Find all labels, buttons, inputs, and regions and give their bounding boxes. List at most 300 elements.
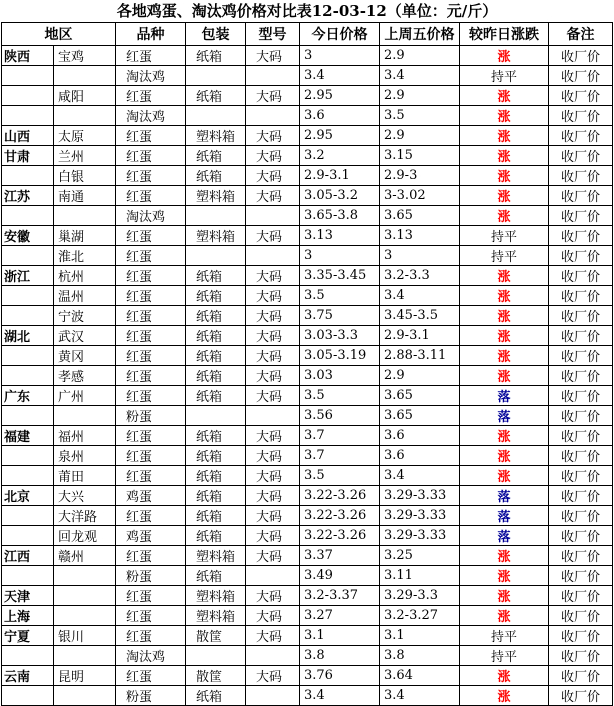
change-cell (460, 306, 549, 326)
change-cell (460, 406, 549, 426)
kind-cell: 红蛋 (116, 606, 186, 626)
province-cell (2, 206, 54, 226)
kind-cell: 红蛋 (116, 146, 186, 166)
size-cell (246, 646, 300, 666)
note-cell: 收厂价 (549, 146, 613, 166)
price-table (1, 22, 613, 706)
today-price-cell: 3.22-3.26 (300, 486, 380, 506)
pack-cell: 塑料箱 (186, 546, 246, 566)
change-indicator: 涨 (497, 190, 511, 205)
note-cell: 收厂价 (549, 306, 613, 326)
last-friday-price-cell: 2.9-3.1 (380, 326, 460, 346)
last-friday-price-cell: 3.6 (380, 446, 460, 466)
change-indicator: 涨 (497, 170, 511, 185)
today-price-cell: 3.05-3.2 (300, 186, 380, 206)
city-cell: 银川 (54, 626, 116, 646)
change-indicator: 持平 (490, 650, 517, 665)
last-friday-price-cell: 2.9 (380, 126, 460, 146)
note-cell: 收厂价 (549, 566, 613, 586)
province-cell: 江苏 (2, 186, 54, 206)
table-row (2, 326, 613, 346)
note-cell: 收厂价 (549, 86, 613, 106)
city-cell: 温州 (54, 286, 116, 306)
size-cell: 大码 (246, 506, 300, 526)
kind-cell: 红蛋 (116, 46, 186, 66)
pack-cell: 纸箱 (186, 326, 246, 346)
change-cell (460, 146, 549, 166)
pack-cell: 塑料箱 (186, 586, 246, 606)
last-friday-price-cell: 3.5 (380, 106, 460, 126)
last-friday-price-cell: 2.9-3 (380, 166, 460, 186)
change-cell (460, 126, 549, 146)
city-cell (54, 206, 116, 226)
kind-cell: 红蛋 (116, 86, 186, 106)
table-row (2, 366, 613, 386)
note-cell: 收厂价 (549, 326, 613, 346)
kind-cell: 鸡蛋 (116, 486, 186, 506)
change-cell (460, 666, 549, 686)
note-cell: 收厂价 (549, 126, 613, 146)
pack-cell: 纸箱 (186, 486, 246, 506)
change-cell (460, 546, 549, 566)
last-friday-price-cell: 3.6 (380, 426, 460, 446)
note-cell: 收厂价 (549, 66, 613, 86)
table-row (2, 566, 613, 586)
city-cell: 莆田 (54, 466, 116, 486)
kind-cell: 红蛋 (116, 446, 186, 466)
today-price-cell: 2.9-3.1 (300, 166, 380, 186)
change-cell (460, 646, 549, 666)
table-row (2, 186, 613, 206)
kind-cell: 红蛋 (116, 166, 186, 186)
note-cell: 收厂价 (549, 426, 613, 446)
size-cell (246, 246, 300, 266)
today-price-cell: 3.7 (300, 446, 380, 466)
note-cell: 收厂价 (549, 366, 613, 386)
province-cell (2, 346, 54, 366)
today-price-cell: 3 (300, 46, 380, 66)
city-cell: 太原 (54, 126, 116, 146)
note-cell: 收厂价 (549, 206, 613, 226)
pack-cell (186, 246, 246, 266)
pack-cell: 纸箱 (186, 366, 246, 386)
province-cell: 天津 (2, 586, 54, 606)
change-indicator: 落 (497, 530, 511, 545)
province-cell (2, 366, 54, 386)
pack-cell: 纸箱 (186, 46, 246, 66)
change-cell (460, 66, 549, 86)
kind-cell: 粉蛋 (116, 566, 186, 586)
table-row (2, 346, 613, 366)
province-cell: 湖北 (2, 326, 54, 346)
size-cell: 大码 (246, 346, 300, 366)
kind-cell: 红蛋 (116, 226, 186, 246)
today-price-cell: 3.76 (300, 666, 380, 686)
city-cell (54, 646, 116, 666)
today-price-cell: 3.4 (300, 686, 380, 706)
last-friday-price-cell: 3.2-3.27 (380, 606, 460, 626)
kind-cell: 红蛋 (116, 186, 186, 206)
table-row (2, 386, 613, 406)
kind-cell: 红蛋 (116, 346, 186, 366)
province-cell (2, 86, 54, 106)
size-cell: 大码 (246, 286, 300, 306)
table-row (2, 46, 613, 66)
province-cell: 山西 (2, 126, 54, 146)
today-price-cell: 3.5 (300, 286, 380, 306)
table-row (2, 446, 613, 466)
size-cell: 大码 (246, 186, 300, 206)
table-row (2, 466, 613, 486)
province-cell: 江西 (2, 546, 54, 566)
last-friday-price-cell: 2.9 (380, 366, 460, 386)
change-indicator: 涨 (497, 150, 511, 165)
table-row (2, 206, 613, 226)
last-friday-price-cell: 3.8 (380, 646, 460, 666)
pack-cell: 纸箱 (186, 266, 246, 286)
note-cell: 收厂价 (549, 546, 613, 566)
pack-cell: 纸箱 (186, 686, 246, 706)
city-cell (54, 66, 116, 86)
size-cell: 大码 (246, 446, 300, 466)
size-cell: 大码 (246, 666, 300, 686)
province-cell (2, 566, 54, 586)
pack-cell: 塑料箱 (186, 606, 246, 626)
change-indicator: 涨 (497, 130, 511, 145)
change-cell (460, 566, 549, 586)
change-indicator: 涨 (497, 350, 511, 365)
province-cell (2, 506, 54, 526)
table-row (2, 506, 613, 526)
table-row (2, 266, 613, 286)
city-cell (54, 106, 116, 126)
size-cell (246, 566, 300, 586)
size-cell: 大码 (246, 126, 300, 146)
today-price-cell: 3.49 (300, 566, 380, 586)
table-row (2, 166, 613, 186)
change-indicator: 涨 (497, 470, 511, 485)
last-friday-price-cell: 3.2-3.3 (380, 266, 460, 286)
pack-cell: 纸箱 (186, 306, 246, 326)
size-cell (246, 406, 300, 426)
table-row (2, 146, 613, 166)
last-friday-price-cell: 2.9 (380, 86, 460, 106)
today-price-cell: 3.7 (300, 426, 380, 446)
today-price-cell: 3.13 (300, 226, 380, 246)
kind-cell: 红蛋 (116, 386, 186, 406)
province-cell (2, 306, 54, 326)
change-cell (460, 346, 549, 366)
kind-cell: 红蛋 (116, 266, 186, 286)
note-cell: 收厂价 (549, 166, 613, 186)
city-cell: 大洋路 (54, 506, 116, 526)
province-cell: 陕西 (2, 46, 54, 66)
city-cell: 宁波 (54, 306, 116, 326)
change-indicator: 涨 (497, 90, 511, 105)
pack-cell: 纸箱 (186, 146, 246, 166)
note-cell: 收厂价 (549, 666, 613, 686)
pack-cell: 塑料箱 (186, 226, 246, 246)
header-today-price: 今日价格 (300, 23, 380, 46)
today-price-cell: 3.37 (300, 546, 380, 566)
header-kind: 品种 (116, 23, 186, 46)
table-row (2, 306, 613, 326)
note-cell: 收厂价 (549, 246, 613, 266)
note-cell: 收厂价 (549, 486, 613, 506)
pack-cell (186, 406, 246, 426)
last-friday-price-cell: 3.29-3.3 (380, 586, 460, 606)
pack-cell (186, 206, 246, 226)
last-friday-price-cell: 3 (380, 246, 460, 266)
province-cell (2, 246, 54, 266)
size-cell: 大码 (246, 546, 300, 566)
today-price-cell: 3.56 (300, 406, 380, 426)
note-cell: 收厂价 (549, 46, 613, 66)
province-cell: 北京 (2, 486, 54, 506)
change-indicator: 涨 (497, 570, 511, 585)
pack-cell: 散筐 (186, 626, 246, 646)
change-indicator: 落 (497, 490, 511, 505)
note-cell: 收厂价 (549, 386, 613, 406)
size-cell: 大码 (246, 306, 300, 326)
table-row (2, 286, 613, 306)
kind-cell: 淘汰鸡 (116, 66, 186, 86)
change-cell (460, 226, 549, 246)
today-price-cell: 3.65-3.8 (300, 206, 380, 226)
province-cell: 福建 (2, 426, 54, 446)
province-cell: 上海 (2, 606, 54, 626)
today-price-cell: 2.95 (300, 86, 380, 106)
change-cell (460, 606, 549, 626)
table-row (2, 426, 613, 446)
change-cell (460, 386, 549, 406)
pack-cell: 纸箱 (186, 166, 246, 186)
pack-cell: 纸箱 (186, 426, 246, 446)
change-indicator: 持平 (490, 630, 517, 645)
change-indicator: 涨 (497, 330, 511, 345)
city-cell (54, 566, 116, 586)
note-cell: 收厂价 (549, 686, 613, 706)
kind-cell: 粉蛋 (116, 686, 186, 706)
change-indicator: 持平 (490, 230, 517, 245)
note-cell: 收厂价 (549, 506, 613, 526)
pack-cell (186, 66, 246, 86)
today-price-cell: 3.5 (300, 466, 380, 486)
pack-cell: 纸箱 (186, 286, 246, 306)
change-indicator: 涨 (497, 670, 511, 685)
size-cell (246, 206, 300, 226)
province-cell (2, 646, 54, 666)
last-friday-price-cell: 3-3.02 (380, 186, 460, 206)
province-cell (2, 166, 54, 186)
table-row (2, 626, 613, 646)
change-cell (460, 46, 549, 66)
city-cell: 赣州 (54, 546, 116, 566)
header-note: 备注 (549, 23, 613, 46)
today-price-cell: 3.5 (300, 386, 380, 406)
note-cell: 收厂价 (549, 406, 613, 426)
today-price-cell: 3.2-3.37 (300, 586, 380, 606)
last-friday-price-cell: 3.65 (380, 386, 460, 406)
header-region: 地区 (2, 23, 116, 46)
table-row (2, 86, 613, 106)
size-cell: 大码 (246, 386, 300, 406)
kind-cell: 红蛋 (116, 506, 186, 526)
change-indicator: 涨 (497, 430, 511, 445)
change-indicator: 涨 (497, 110, 511, 125)
note-cell: 收厂价 (549, 466, 613, 486)
change-cell (460, 326, 549, 346)
change-cell (460, 526, 549, 546)
change-cell (460, 586, 549, 606)
province-cell (2, 406, 54, 426)
city-cell: 杭州 (54, 266, 116, 286)
size-cell: 大码 (246, 166, 300, 186)
kind-cell: 淘汰鸡 (116, 106, 186, 126)
today-price-cell: 3 (300, 246, 380, 266)
pack-cell: 纸箱 (186, 86, 246, 106)
change-cell (460, 266, 549, 286)
change-cell (460, 366, 549, 386)
kind-cell: 红蛋 (116, 246, 186, 266)
city-cell: 福州 (54, 426, 116, 446)
header-change: 较昨日涨跌 (460, 23, 549, 46)
last-friday-price-cell: 3.29-3.33 (380, 486, 460, 506)
today-price-cell: 3.6 (300, 106, 380, 126)
city-cell (54, 606, 116, 626)
size-cell: 大码 (246, 46, 300, 66)
kind-cell: 红蛋 (116, 126, 186, 146)
today-price-cell: 3.4 (300, 66, 380, 86)
kind-cell: 粉蛋 (116, 406, 186, 426)
change-indicator: 涨 (497, 210, 511, 225)
change-indicator: 涨 (497, 610, 511, 625)
note-cell: 收厂价 (549, 286, 613, 306)
last-friday-price-cell: 3.64 (380, 666, 460, 686)
size-cell (246, 66, 300, 86)
size-cell: 大码 (246, 526, 300, 546)
province-cell (2, 106, 54, 126)
table-row (2, 586, 613, 606)
last-friday-price-cell: 3.29-3.33 (380, 526, 460, 546)
change-cell (460, 166, 549, 186)
city-cell: 白银 (54, 166, 116, 186)
pack-cell: 纸箱 (186, 506, 246, 526)
table-row (2, 646, 613, 666)
note-cell: 收厂价 (549, 226, 613, 246)
pack-cell (186, 106, 246, 126)
change-cell (460, 186, 549, 206)
change-cell (460, 506, 549, 526)
kind-cell: 红蛋 (116, 466, 186, 486)
pack-cell: 纸箱 (186, 446, 246, 466)
city-cell: 淮北 (54, 246, 116, 266)
header-row (2, 23, 613, 46)
last-friday-price-cell: 3.15 (380, 146, 460, 166)
kind-cell: 红蛋 (116, 326, 186, 346)
today-price-cell: 3.27 (300, 606, 380, 626)
city-cell: 大兴 (54, 486, 116, 506)
pack-cell: 纸箱 (186, 526, 246, 546)
table-row (2, 526, 613, 546)
kind-cell: 红蛋 (116, 426, 186, 446)
header-size: 型号 (246, 23, 300, 46)
table-row (2, 226, 613, 246)
province-cell (2, 66, 54, 86)
header-pack: 包装 (186, 23, 246, 46)
size-cell: 大码 (246, 326, 300, 346)
last-friday-price-cell: 3.11 (380, 566, 460, 586)
pack-cell (186, 646, 246, 666)
size-cell: 大码 (246, 366, 300, 386)
last-friday-price-cell: 3.4 (380, 686, 460, 706)
city-cell: 巢湖 (54, 226, 116, 246)
change-indicator: 涨 (497, 550, 511, 565)
city-cell: 回龙观 (54, 526, 116, 546)
city-cell: 武汉 (54, 326, 116, 346)
note-cell: 收厂价 (549, 606, 613, 626)
last-friday-price-cell: 2.9 (380, 46, 460, 66)
change-indicator: 落 (497, 390, 511, 405)
city-cell: 宝鸡 (54, 46, 116, 66)
today-price-cell: 3.2 (300, 146, 380, 166)
pack-cell: 塑料箱 (186, 186, 246, 206)
note-cell: 收厂价 (549, 346, 613, 366)
note-cell: 收厂价 (549, 106, 613, 126)
kind-cell: 红蛋 (116, 666, 186, 686)
change-indicator: 涨 (497, 370, 511, 385)
table-row (2, 126, 613, 146)
province-cell: 宁夏 (2, 626, 54, 646)
note-cell: 收厂价 (549, 526, 613, 546)
change-indicator: 涨 (497, 590, 511, 605)
province-cell: 云南 (2, 666, 54, 686)
change-cell (460, 106, 549, 126)
table-row (2, 246, 613, 266)
today-price-cell: 3.03-3.3 (300, 326, 380, 346)
header-last-friday-price: 上周五价格 (380, 23, 460, 46)
change-cell (460, 246, 549, 266)
pack-cell: 塑料箱 (186, 126, 246, 146)
change-cell (460, 466, 549, 486)
table-row (2, 606, 613, 626)
kind-cell: 红蛋 (116, 586, 186, 606)
size-cell: 大码 (246, 606, 300, 626)
change-indicator: 涨 (497, 290, 511, 305)
change-indicator: 落 (497, 410, 511, 425)
today-price-cell: 3.8 (300, 646, 380, 666)
size-cell: 大码 (246, 226, 300, 246)
last-friday-price-cell: 3.13 (380, 226, 460, 246)
city-cell: 广州 (54, 386, 116, 406)
change-cell (460, 426, 549, 446)
size-cell: 大码 (246, 426, 300, 446)
change-indicator: 涨 (497, 690, 511, 705)
table-row (2, 106, 613, 126)
note-cell: 收厂价 (549, 266, 613, 286)
kind-cell: 红蛋 (116, 286, 186, 306)
city-cell: 兰州 (54, 146, 116, 166)
province-cell: 安徽 (2, 226, 54, 246)
today-price-cell: 3.22-3.26 (300, 506, 380, 526)
pack-cell: 纸箱 (186, 346, 246, 366)
today-price-cell: 3.1 (300, 626, 380, 646)
province-cell (2, 446, 54, 466)
pack-cell: 散筐 (186, 666, 246, 686)
city-cell: 咸阳 (54, 86, 116, 106)
today-price-cell: 2.95 (300, 126, 380, 146)
table-row (2, 406, 613, 426)
